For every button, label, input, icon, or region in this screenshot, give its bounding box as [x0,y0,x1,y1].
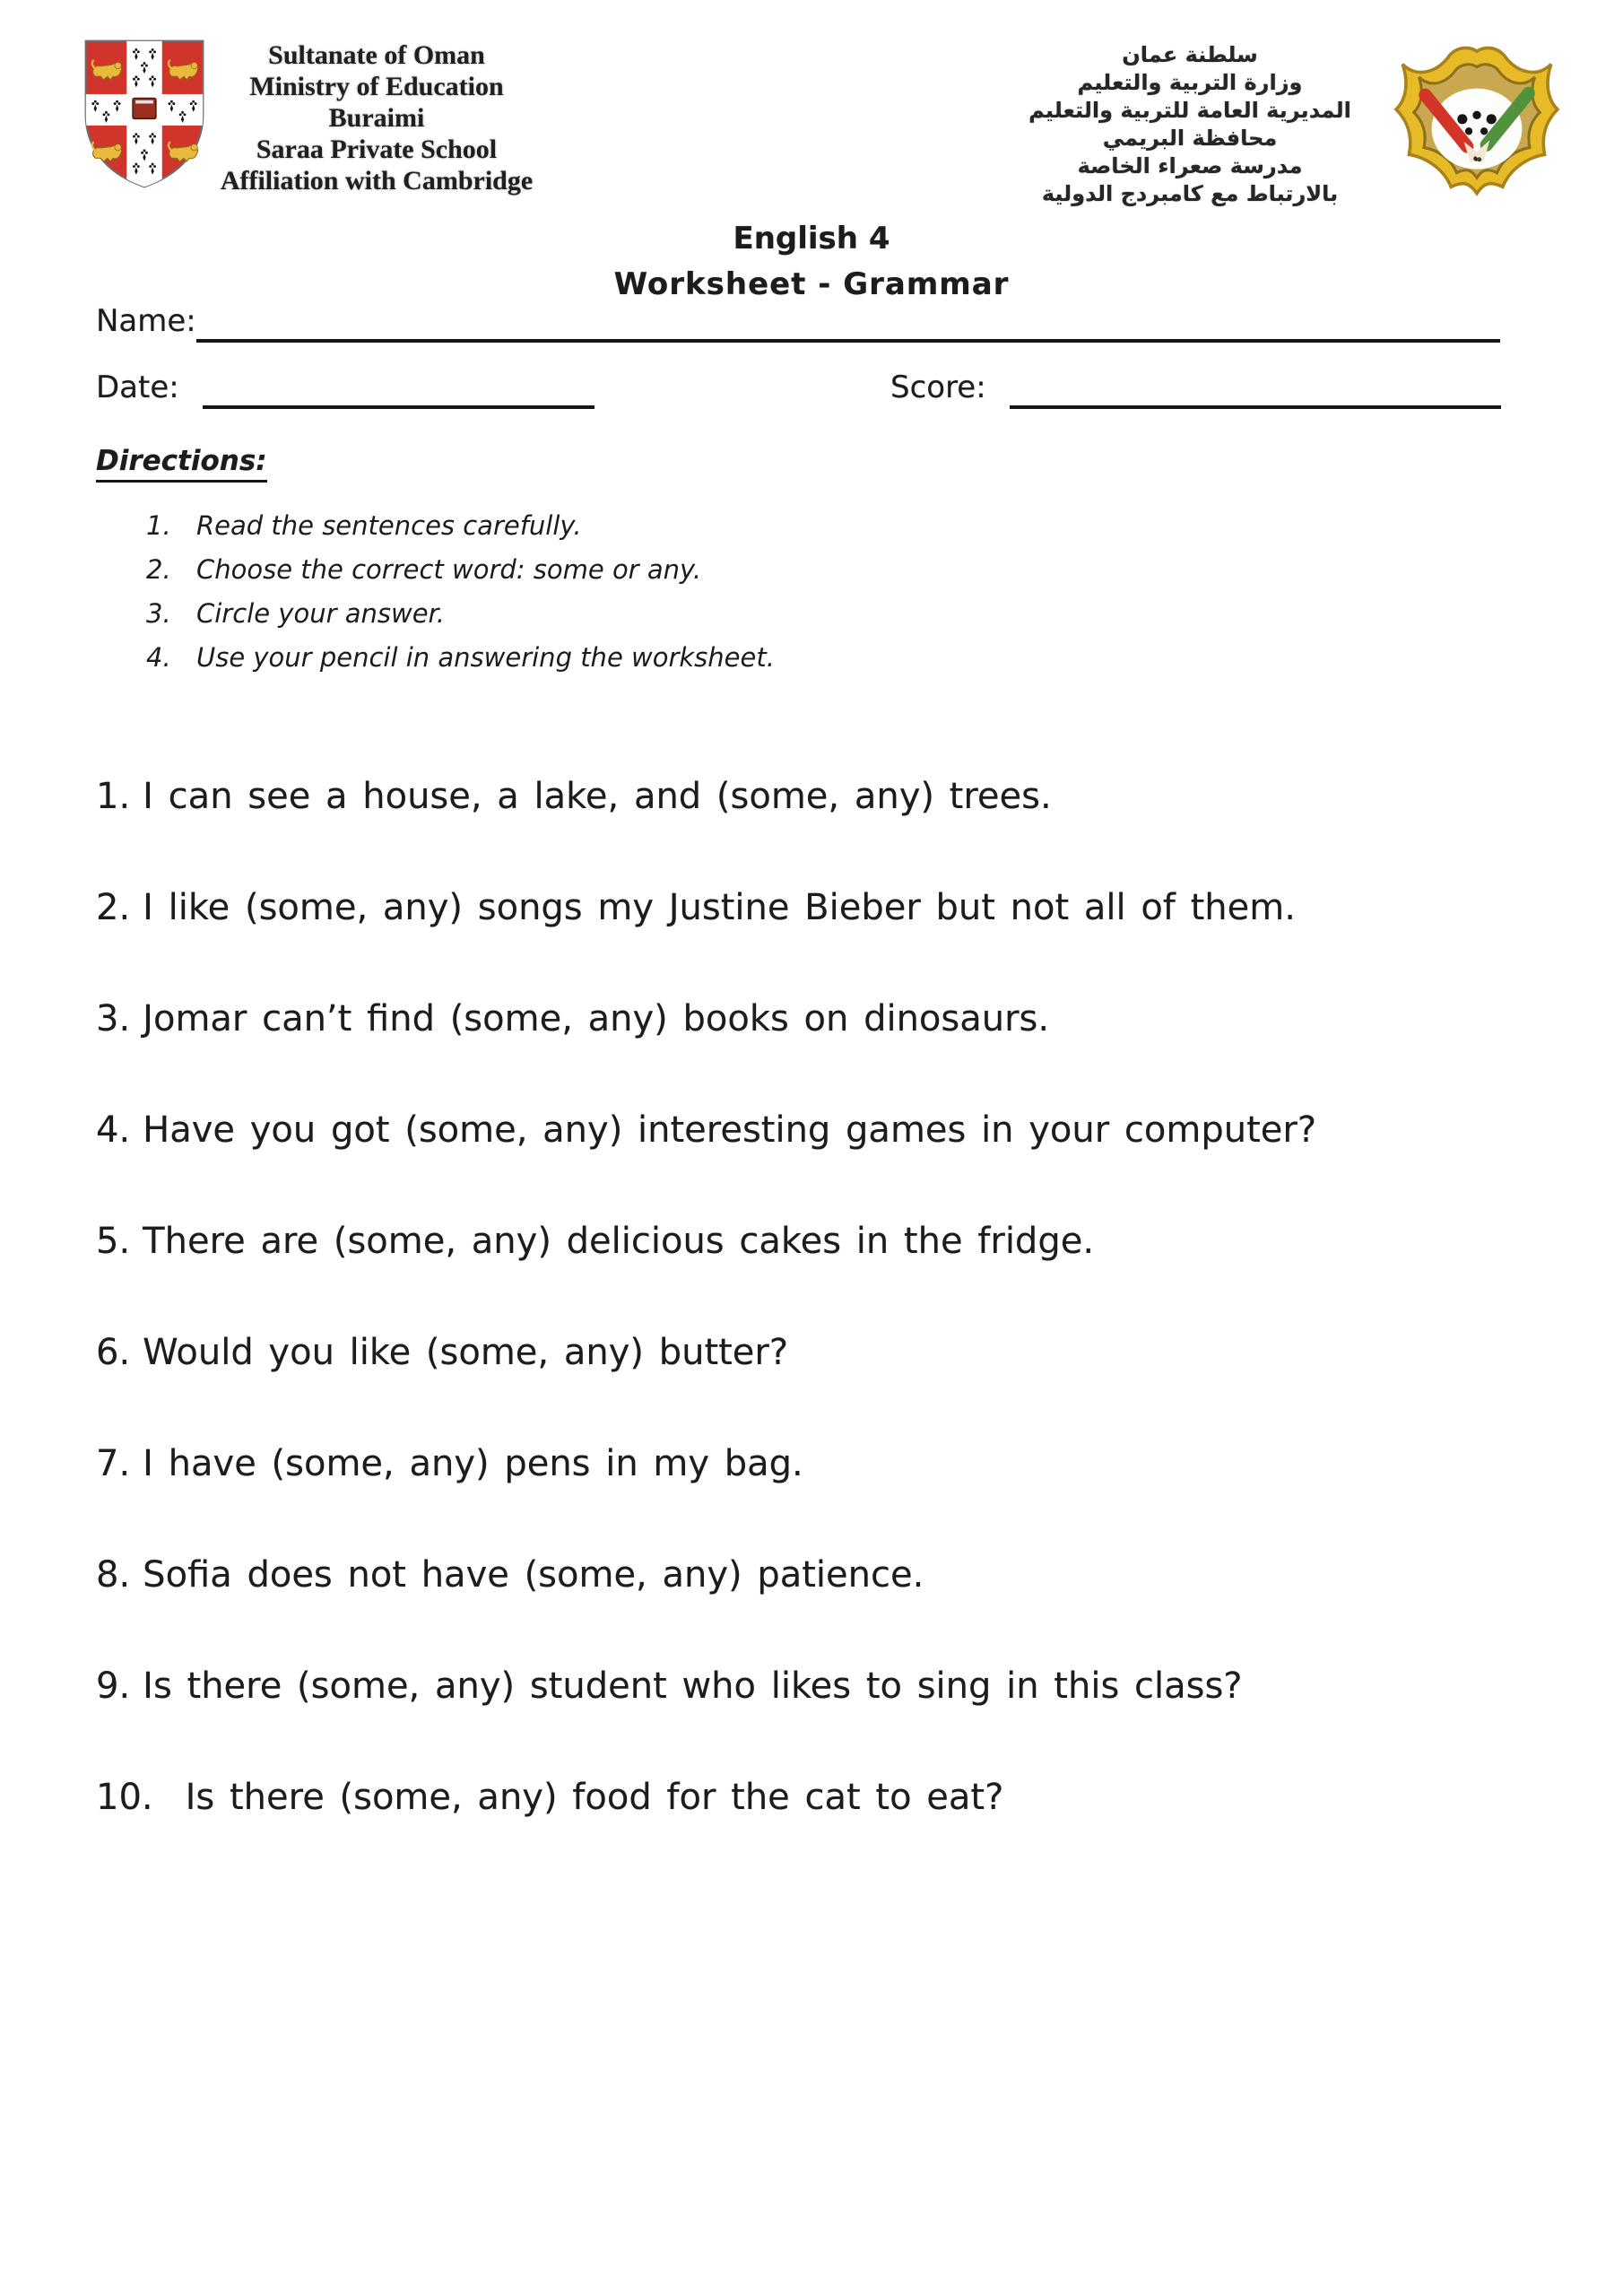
arabic-line: وزارة التربية والتعليم [1077,70,1303,95]
arabic-line: بالارتباط مع كامبردج الدولية [1041,181,1339,206]
question-row [96,773,1584,820]
name-blank-line [196,303,1500,343]
question-number: 7. [96,1443,131,1484]
question-text: Jomar can’t find (some, any) books on dinosaurs. [143,998,1050,1039]
arabic-line: مدرسة صعراء الخاصة [1077,153,1303,178]
school-name-block [202,39,551,196]
question-row [96,1663,1584,1709]
date-blank-line [203,370,595,409]
question-number: 3. [96,998,131,1039]
question-number: 1. [96,776,131,817]
date-label: Date: [96,370,179,405]
arabic-line: المديرية العامة للتربية والتعليم [1028,98,1351,123]
question-row [96,996,1584,1042]
direction-number: 4. [146,642,171,673]
question-row [96,884,1584,931]
direction-item [146,636,1133,680]
question-text: Sofia does not have (some, any) patience. [143,1554,924,1596]
question-row [96,1329,1584,1376]
score-field-row [890,370,1501,409]
direction-item [146,548,1133,592]
directions-list [146,504,1133,680]
direction-number: 3. [146,598,171,629]
question-row [96,1440,1584,1487]
question-text: I like (some, any) songs my Justine Bieber but not all of them. [143,887,1296,928]
school-line: Buraimi [328,103,425,133]
question-number: 8. [96,1554,131,1596]
direction-text: Use your pencil in answering the worksheet. [196,642,775,673]
direction-text: Choose the correct word: some or any. [196,554,702,585]
school-badge-icon [1379,29,1575,206]
school-line: Affiliation with Cambridge [220,166,534,196]
school-line: Sultanate of Oman [268,40,485,70]
direction-number: 2. [146,554,171,585]
question-number: 10. [96,1777,153,1818]
name-field-row [96,303,1500,343]
direction-item [146,504,1133,548]
direction-number: 1. [146,510,171,541]
question-text: Would you like (some, any) butter? [143,1332,789,1373]
question-text: I have (some, any) pens in my bag. [143,1443,803,1484]
question-row [96,1218,1584,1265]
score-blank-line [1010,370,1501,409]
direction-text: Circle your answer. [196,598,446,629]
arabic-line: محافظة البريمي [1102,126,1278,151]
question-number: 9. [96,1665,131,1707]
question-text: Is there (some, any) student who likes to sing in this class? [143,1665,1243,1707]
question-row [96,1774,1584,1821]
direction-text: Read the sentences carefully. [196,510,582,541]
question-text: Have you got (some, any) interesting games in your computer? [143,1109,1317,1151]
date-field-row [96,370,595,409]
question-number: 4. [96,1109,131,1151]
question-text: I can see a house, a lake, and (some, any) trees. [143,776,1052,817]
question-number: 2. [96,887,131,928]
direction-item [146,592,1133,636]
arabic-header-block [1011,41,1368,208]
worksheet-title: English 4 [733,221,890,257]
question-number: 6. [96,1332,131,1373]
school-line: Ministry of Education [249,72,504,101]
name-label: Name: [96,303,196,339]
question-list [96,773,1584,1885]
worksheet-subtitle: Worksheet - Grammar [613,266,1010,302]
school-line: Saraa Private School [256,135,498,164]
question-text: Is there (some, any) food for the cat to eat? [185,1777,1004,1818]
cambridge-crest-icon [76,34,213,194]
question-row [96,1552,1584,1598]
question-text: There are (some, any) delicious cakes in the fridge. [143,1221,1095,1262]
question-number: 5. [96,1221,131,1262]
score-label: Score: [890,370,986,405]
question-row [96,1107,1584,1153]
directions-heading: Directions: [96,445,267,483]
arabic-line: سلطنة عمان [1122,42,1258,67]
